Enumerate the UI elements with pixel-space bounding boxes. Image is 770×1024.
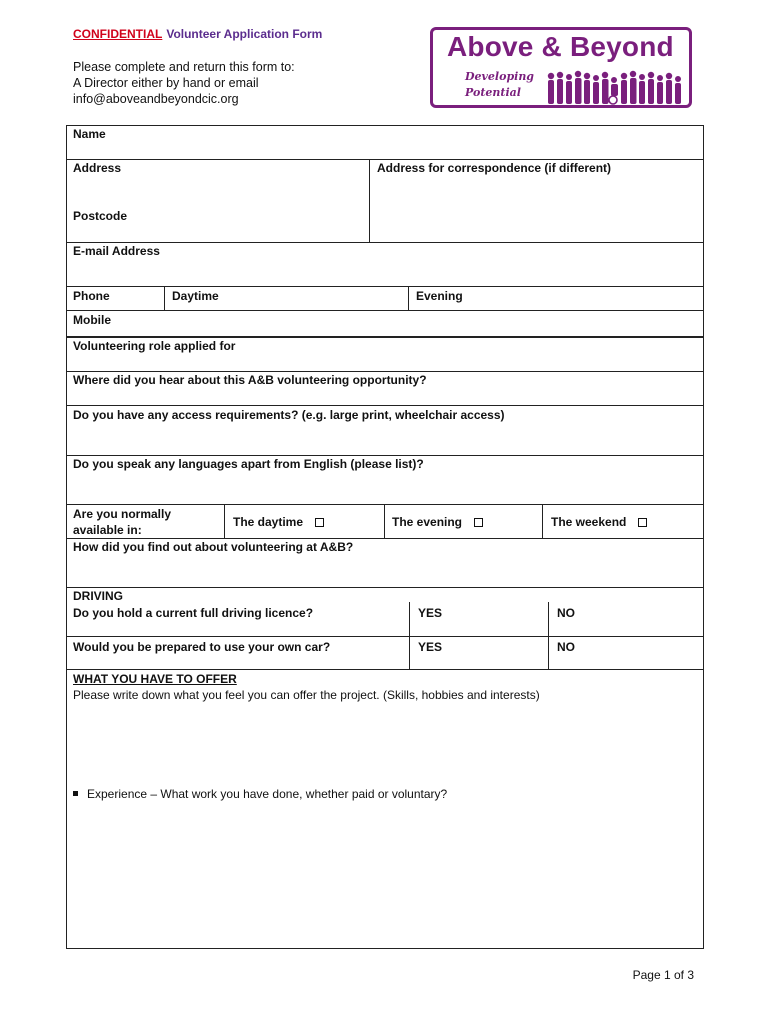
avail-weekend-checkbox[interactable] xyxy=(638,518,647,527)
offer-instructions: Please write down what you feel you can offer the project. (Skills, hobbies and interests) xyxy=(73,688,540,702)
name-field[interactable]: Name xyxy=(73,127,106,141)
access-requirements-field[interactable]: Do you have any access requirements? (e.g. large print, wheelchair access) xyxy=(73,408,505,422)
row-divider xyxy=(66,242,704,243)
row-divider xyxy=(66,636,704,637)
avail-weekend-option[interactable] xyxy=(551,515,647,529)
avail-evening-label: The evening xyxy=(392,515,463,529)
page-number: Page 1 of 3 xyxy=(632,968,694,982)
own-car-question: Would you be prepared to use your own car? xyxy=(73,640,331,654)
row-divider xyxy=(66,455,704,456)
application-form-table xyxy=(66,125,704,949)
phone-evening-field[interactable]: Evening xyxy=(416,289,463,303)
above-and-beyond-logo xyxy=(430,27,692,108)
phone-label: Phone xyxy=(73,289,110,303)
driving-heading: DRIVING xyxy=(73,589,124,603)
correspondence-address-field[interactable]: Address for correspondence (if different) xyxy=(377,161,612,175)
logo-tagline-1: Developing xyxy=(465,70,535,83)
people-silhouettes-icon xyxy=(545,70,687,106)
licence-yes-option[interactable]: YES xyxy=(418,606,443,620)
column-divider xyxy=(409,602,410,669)
instruction-line-1: Please complete and return this form to: xyxy=(73,60,295,74)
column-divider xyxy=(369,159,370,242)
postcode-field[interactable]: Postcode xyxy=(73,209,128,223)
avail-evening-option[interactable] xyxy=(392,515,483,529)
availability-label-2: available in: xyxy=(73,523,142,537)
column-divider xyxy=(384,504,385,538)
experience-text: Experience – What work you have done, whether paid or voluntary? xyxy=(87,787,448,801)
own-car-yes-option[interactable]: YES xyxy=(418,640,443,654)
avail-weekend-label: The weekend xyxy=(551,515,627,529)
bullet-square-icon xyxy=(73,791,78,796)
logo-tagline-2: Potential xyxy=(465,86,521,99)
offer-heading: WHAT YOU HAVE TO OFFER xyxy=(73,672,237,686)
row-divider xyxy=(66,159,704,160)
hear-about-field[interactable]: Where did you hear about this A&B volunteering opportunity? xyxy=(73,373,427,387)
column-divider xyxy=(164,286,165,310)
languages-field[interactable]: Do you speak any languages apart from English (please list)? xyxy=(73,457,424,471)
own-car-no-option[interactable]: NO xyxy=(557,640,575,654)
row-divider xyxy=(66,371,704,372)
form-title xyxy=(73,27,322,41)
licence-question: Do you hold a current full driving licence? xyxy=(73,606,314,620)
logo-name: Above & Beyond xyxy=(447,31,674,62)
row-divider xyxy=(66,405,704,406)
phone-daytime-field[interactable]: Daytime xyxy=(172,289,219,303)
find-out-field[interactable]: How did you find out about volunteering at A&B? xyxy=(73,540,354,554)
confidential-label: CONFIDENTIAL xyxy=(73,27,163,41)
row-divider xyxy=(66,286,704,287)
avail-daytime-label: The daytime xyxy=(233,515,304,529)
column-divider xyxy=(542,504,543,538)
row-divider xyxy=(66,504,704,505)
column-divider xyxy=(408,286,409,310)
instruction-line-2: A Director either by hand or email xyxy=(73,76,259,90)
row-divider xyxy=(66,587,704,588)
role-field[interactable]: Volunteering role applied for xyxy=(73,339,236,353)
licence-no-option[interactable]: NO xyxy=(557,606,575,620)
mobile-field[interactable]: Mobile xyxy=(73,313,111,327)
address-field[interactable]: Address xyxy=(73,161,122,175)
row-divider xyxy=(66,310,704,311)
experience-item xyxy=(73,787,447,801)
form-title-text: Volunteer Application Form xyxy=(166,27,323,41)
avail-daytime-option[interactable] xyxy=(233,515,324,529)
availability-label-1: Are you normally xyxy=(73,507,172,521)
row-divider xyxy=(66,538,704,539)
row-divider xyxy=(66,669,704,670)
email-field[interactable]: E-mail Address xyxy=(73,244,160,258)
instruction-email[interactable]: info@aboveandbeyondcic.org xyxy=(73,92,239,106)
avail-evening-checkbox[interactable] xyxy=(474,518,483,527)
avail-daytime-checkbox[interactable] xyxy=(315,518,324,527)
column-divider xyxy=(548,602,549,669)
column-divider xyxy=(224,504,225,538)
row-divider xyxy=(66,336,704,338)
